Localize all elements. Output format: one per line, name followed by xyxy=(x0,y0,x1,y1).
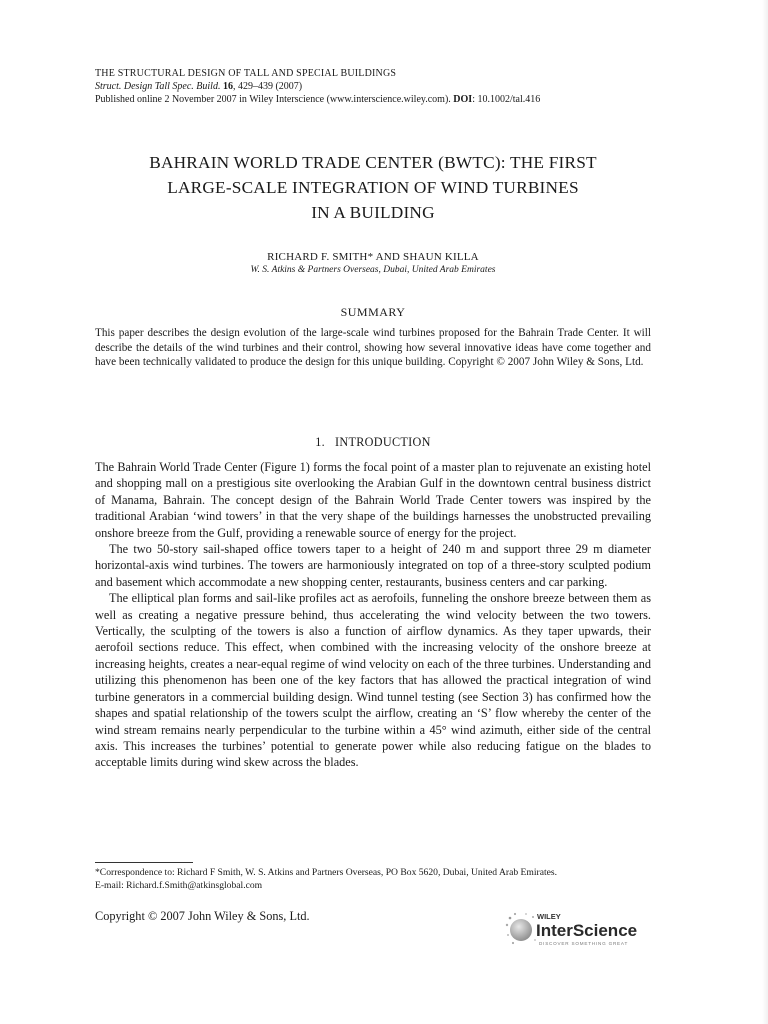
paragraph-3: The elliptical plan forms and sail-like profiles act as aerofoils, funneling the onshore breeze between them as well as creating a negative pressure behind, thus accelerating the wind velocity between the two towers. Vertically, the sculpting of the towers is also a function of airflow dynamics. As they taper upwards, their aerofoil sections reduce. This effect, when combined with the increasing velocity of the onshore breeze at increasing heights, creates a near-equal regime of wind velocity on each of the three turbines. Understanding and utilizing this phenomenon has been one of the key factors that has allowed the practical integration of wind turbine generators in a commercial building design. Wind tunnel testing (see Section 3) has confirmed how the shapes and spatial relationship of the towers sculpt the airflow, creating an ‘S’ flow whereby the center of the wind stream remains nearly perpendicular to the turbine within a 45° wind azimuth, either side of the central axis. This increases the turbines’ potential to generate power while also reducing fatigue on the blades to acceptable limits during wind skew across the blades. xyxy=(95,591,651,770)
published-line xyxy=(95,93,695,106)
journal-name: THE STRUCTURAL DESIGN OF TALL AND SPECIAL BUILDINGS xyxy=(95,68,397,79)
section-number: 1. xyxy=(315,435,326,449)
published-text: Published online 2 November 2007 in Wiley Interscience (www.interscience.wiley.com). xyxy=(95,94,454,105)
citation-line xyxy=(95,80,695,93)
globe-icon xyxy=(506,913,536,944)
wiley-interscience-logo xyxy=(504,906,654,948)
copyright-notice: Copyright © 2007 John Wiley & Sons, Ltd. xyxy=(95,909,310,923)
section-title: INTRODUCTION xyxy=(335,435,431,449)
introduction-body xyxy=(95,459,651,771)
publisher-wordmark: WILEY xyxy=(537,912,561,921)
citation-pages: , 429–439 (2007) xyxy=(232,81,303,92)
interscience-logo-graphic xyxy=(504,906,654,948)
section-heading-introduction xyxy=(95,435,651,450)
title-line-3: IN A BUILDING xyxy=(311,203,435,222)
footnote-rule xyxy=(95,862,193,863)
footnote-email: E-mail: Richard.f.Smith@atkinsglobal.com xyxy=(95,880,263,891)
summary-text: This paper describes the design evolution of the large-scale wind turbines proposed for the Bahrain Trade Center. It will describe the details of the wind turbines and their control, showing how several innovative ideas have come together and have been technically validated to produce the design for this unique building. Copyright © 2007 John Wiley & Sons, Ltd. xyxy=(95,327,651,368)
paper-title xyxy=(95,150,651,225)
citation-volume: 16 xyxy=(222,81,233,92)
citation-journal: Struct. Design Tall Spec. Build. xyxy=(95,81,221,92)
page-edge-shadow xyxy=(762,0,768,1024)
title-line-2: LARGE-SCALE INTEGRATION OF WIND TURBINES xyxy=(167,178,579,197)
brand-wordmark: InterScience xyxy=(536,921,638,940)
affiliation: W. S. Atkins & Partners Overseas, Dubai, United Arab Emirates xyxy=(250,265,496,275)
journal-header xyxy=(95,67,695,106)
doi-value: : 10.1002/tal.416 xyxy=(472,94,541,105)
logo-tagline: DISCOVER SOMETHING GREAT xyxy=(539,941,629,946)
footnote-correspondence: *Correspondence to: Richard F Smith, W. S. Atkins and Partners Overseas, PO Box 5620, Dubai, United Arab Emirates. xyxy=(95,867,558,878)
authors: RICHARD F. SMITH* AND SHAUN KILLA xyxy=(267,251,479,263)
paragraph-1: The Bahrain World Trade Center (Figure 1) forms the focal point of a master plan to rejuvenate an existing hotel and shopping mall on a prestigious site overlooking the Arabian Gulf in the downtown central business district of Manama, Bahrain. The concept design of the Bahrain World Trade Center towers was inspired by the traditional Arabian ‘wind towers’ in that the very shape of the buildings harnesses the unobstructed prevailing onshore breeze from the Gulf, providing a renewable source of energy for the project. xyxy=(95,460,651,540)
title-line-1: BAHRAIN WORLD TRADE CENTER (BWTC): THE FIRST xyxy=(149,153,597,172)
summary-heading: SUMMARY xyxy=(340,305,406,319)
paragraph-2: The two 50-story sail-shaped office towers taper to a height of 240 m and support three 29 m diameter horizontal-axis wind turbines. The towers are harmoniously integrated on top of a three-story sculpted podium and basement which accommodate a new shopping center, restaurants, business centers and car parking. xyxy=(95,542,651,589)
correspondence-footnote xyxy=(95,866,651,892)
doi-label: DOI xyxy=(453,94,473,105)
